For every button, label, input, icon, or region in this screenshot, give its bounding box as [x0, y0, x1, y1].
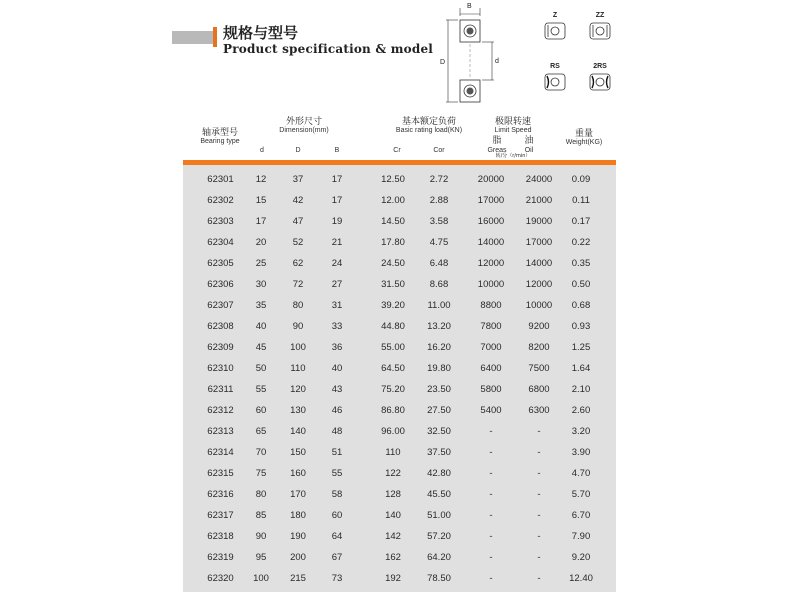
cell-B: 46 — [331, 405, 343, 416]
cell-oil: 8200 — [528, 342, 550, 353]
cell-grease: 14000 — [477, 237, 505, 248]
page-title-cn: 规格与型号 — [223, 24, 299, 42]
cell-grease: 17000 — [477, 195, 505, 206]
cell-cor: 11.00 — [427, 300, 451, 311]
cell-weight: 12.40 — [569, 573, 593, 584]
cell-d: 40 — [255, 321, 267, 332]
cell-grease: - — [489, 426, 493, 437]
cell-cr: 122 — [385, 468, 401, 479]
table-row — [183, 337, 616, 358]
table-row — [183, 568, 616, 589]
cell-grease: 16000 — [477, 216, 505, 227]
bearing-section-diagram — [430, 4, 510, 108]
cell-cor: 8.68 — [429, 279, 449, 290]
cell-grease: 7800 — [480, 321, 502, 332]
cell-cr: 17.80 — [381, 237, 405, 248]
table-row — [183, 484, 616, 505]
cell-d: 20 — [255, 237, 267, 248]
cell-D: 100 — [290, 342, 306, 353]
seal-zz-icon — [589, 22, 611, 40]
cell-type: 62302 — [207, 195, 234, 206]
seal-z-icon — [544, 22, 566, 40]
cell-d: 65 — [255, 426, 267, 437]
cell-cr: 140 — [385, 510, 401, 521]
cell-weight: 1.64 — [571, 363, 591, 374]
cell-oil: 14000 — [525, 258, 553, 269]
cell-B: 73 — [331, 573, 343, 584]
cell-type: 62311 — [207, 384, 234, 395]
cell-D: 170 — [290, 489, 306, 500]
cell-weight: 0.11 — [572, 195, 590, 206]
table-row — [183, 316, 616, 337]
cell-grease: 12000 — [477, 258, 505, 269]
cell-D: 80 — [292, 300, 304, 311]
cell-D: 180 — [290, 510, 306, 521]
cell-grease: - — [489, 468, 493, 479]
cell-cor: 6.48 — [429, 258, 449, 269]
col-basic-load: 基本额定负荷 Basic rating load(KN) — [395, 117, 463, 135]
cell-cor: 37.50 — [427, 447, 451, 458]
page-title-en: Product specification & model — [223, 42, 434, 56]
table-row — [183, 169, 616, 190]
cell-B: 21 — [331, 237, 343, 248]
cell-B: 31 — [331, 300, 343, 311]
dim-label-D: D — [440, 59, 446, 66]
col-oil-en: Oil — [524, 147, 534, 154]
cell-D: 110 — [290, 363, 306, 374]
cell-type: 62308 — [207, 321, 234, 332]
cell-weight: 0.22 — [571, 237, 591, 248]
seal-2rs-icon — [589, 73, 611, 91]
cell-type: 62314 — [207, 447, 234, 458]
col-weight: 重量 Weight(KG) — [565, 129, 603, 147]
cell-cr: 128 — [385, 489, 401, 500]
cell-type: 62304 — [207, 237, 234, 248]
col-d: d — [260, 147, 264, 154]
cell-D: 72 — [292, 279, 304, 290]
cell-weight: 6.70 — [571, 510, 591, 521]
cell-cor: 23.50 — [427, 384, 451, 395]
cell-grease: - — [489, 489, 493, 500]
cell-grease: 6400 — [480, 363, 502, 374]
cell-oil: 19000 — [525, 216, 553, 227]
cell-type: 62320 — [207, 573, 234, 584]
cell-B: 19 — [331, 216, 343, 227]
cell-cr: 96.00 — [381, 426, 405, 437]
cell-B: 17 — [331, 195, 343, 206]
cell-oil: 6300 — [528, 405, 550, 416]
cell-oil: 10000 — [525, 300, 553, 311]
table-row — [183, 442, 616, 463]
cell-cr: 12.50 — [381, 174, 405, 185]
cell-cr: 44.80 — [381, 321, 405, 332]
cell-d: 60 — [255, 405, 267, 416]
cell-cr: 64.50 — [381, 363, 405, 374]
cell-weight: 0.35 — [571, 258, 591, 269]
cell-D: 62 — [292, 258, 304, 269]
cell-weight: 5.70 — [571, 489, 591, 500]
cell-grease: 10000 — [477, 279, 505, 290]
cell-cor: 2.72 — [429, 174, 449, 185]
cell-weight: 4.70 — [571, 468, 591, 479]
cell-type: 62310 — [207, 363, 234, 374]
cell-B: 60 — [331, 510, 343, 521]
cell-weight: 2.10 — [571, 384, 591, 395]
cell-weight: 3.90 — [571, 447, 591, 458]
cell-cr: 75.20 — [381, 384, 405, 395]
table-row — [183, 253, 616, 274]
cell-cr: 142 — [385, 531, 401, 542]
cell-cr: 39.20 — [381, 300, 405, 311]
cell-D: 52 — [292, 237, 304, 248]
cell-d: 50 — [255, 363, 267, 374]
bearing-section-drawing — [430, 4, 510, 108]
cell-weight: 0.09 — [571, 174, 591, 185]
cell-D: 160 — [290, 468, 306, 479]
table-row — [183, 547, 616, 568]
cell-d: 45 — [255, 342, 267, 353]
cell-B: 24 — [331, 258, 343, 269]
cell-weight: 0.50 — [571, 279, 591, 290]
cell-d: 30 — [255, 279, 267, 290]
cell-type: 62306 — [207, 279, 234, 290]
cell-cr: 86.80 — [381, 405, 405, 416]
cell-d: 75 — [255, 468, 267, 479]
col-oil-cn: 油 — [524, 136, 534, 146]
cell-cr: 110 — [385, 447, 401, 458]
cell-grease: 8800 — [480, 300, 502, 311]
cell-B: 51 — [331, 447, 343, 458]
cell-cor: 42.80 — [427, 468, 451, 479]
cell-cor: 4.75 — [429, 237, 449, 248]
cell-grease: - — [489, 552, 493, 563]
table-row — [183, 274, 616, 295]
cell-type: 62301 — [207, 174, 234, 185]
cell-cor: 32.50 — [427, 426, 451, 437]
seal-type-z: Z — [537, 12, 573, 40]
table-row — [183, 421, 616, 442]
cell-d: 90 — [255, 531, 267, 542]
cell-d: 15 — [255, 195, 267, 206]
cell-cr: 12.00 — [381, 195, 405, 206]
cell-weight: 3.20 — [571, 426, 591, 437]
cell-d: 12 — [255, 174, 267, 185]
cell-d: 100 — [253, 573, 269, 584]
cell-B: 40 — [331, 363, 343, 374]
cell-B: 64 — [331, 531, 343, 542]
cell-B: 36 — [331, 342, 343, 353]
cell-type: 62315 — [207, 468, 234, 479]
cell-cor: 51.00 — [427, 510, 451, 521]
cell-d: 95 — [255, 552, 267, 563]
cell-weight: 1.25 — [571, 342, 591, 353]
cell-d: 35 — [255, 300, 267, 311]
cell-weight: 2.60 — [571, 405, 591, 416]
table-row — [183, 295, 616, 316]
cell-B: 27 — [331, 279, 343, 290]
cell-cor: 78.50 — [427, 573, 451, 584]
table-row — [183, 232, 616, 253]
cell-D: 140 — [290, 426, 306, 437]
cell-cor: 3.58 — [429, 216, 449, 227]
col-grease-en: Greas — [487, 147, 507, 154]
cell-oil: 9200 — [528, 321, 550, 332]
cell-cr: 55.00 — [381, 342, 405, 353]
cell-cr: 192 — [385, 573, 401, 584]
table-row — [183, 505, 616, 526]
cell-cor: 16.20 — [427, 342, 451, 353]
cell-type: 62317 — [207, 510, 234, 521]
cell-type: 62307 — [207, 300, 234, 311]
cell-B: 67 — [331, 552, 343, 563]
cell-oil: - — [537, 552, 541, 563]
cell-cor: 2.88 — [429, 195, 449, 206]
cell-oil: - — [537, 447, 541, 458]
col-cr: Cr — [393, 147, 401, 154]
cell-cor: 57.20 — [427, 531, 451, 542]
cell-B: 43 — [331, 384, 343, 395]
table-header — [183, 112, 616, 164]
col-B: B — [334, 147, 340, 154]
cell-oil: - — [537, 573, 541, 584]
cell-D: 215 — [290, 573, 306, 584]
cell-grease: - — [489, 573, 493, 584]
cell-cor: 19.80 — [427, 363, 451, 374]
cell-d: 25 — [255, 258, 267, 269]
cell-d: 85 — [255, 510, 267, 521]
cell-cor: 27.50 — [427, 405, 451, 416]
seal-type-rs: RS — [537, 63, 573, 91]
header-orange-accent — [213, 27, 217, 47]
cell-d: 17 — [255, 216, 267, 227]
cell-type: 62319 — [207, 552, 234, 563]
cell-oil: 12000 — [525, 279, 553, 290]
col-limit-speed: 极限转速 Limit Speed — [494, 117, 532, 135]
col-dimension: 外形尺寸 Dimension(mm) — [279, 117, 329, 135]
cell-type: 62318 — [207, 531, 234, 542]
cell-grease: 7000 — [480, 342, 502, 353]
dim-label-d: d — [495, 58, 499, 65]
cell-d: 55 — [255, 384, 267, 395]
table-row — [183, 379, 616, 400]
cell-B: 48 — [331, 426, 343, 437]
seal-rs-icon — [544, 73, 566, 91]
cell-grease: 5800 — [480, 384, 502, 395]
cell-weight: 0.17 — [571, 216, 591, 227]
cell-oil: 7500 — [528, 363, 550, 374]
cell-D: 90 — [292, 321, 304, 332]
table-row — [183, 463, 616, 484]
cell-grease: - — [489, 447, 493, 458]
cell-D: 130 — [290, 405, 306, 416]
cell-grease: - — [489, 531, 493, 542]
cell-oil: - — [537, 468, 541, 479]
cell-d: 80 — [255, 489, 267, 500]
cell-type: 62303 — [207, 216, 234, 227]
seal-type-zz: ZZ — [582, 12, 618, 40]
cell-oil: - — [537, 531, 541, 542]
cell-D: 200 — [290, 552, 306, 563]
dim-label-B: B — [467, 3, 472, 10]
cell-type: 62316 — [207, 489, 234, 500]
cell-B: 58 — [331, 489, 343, 500]
cell-oil: 6800 — [528, 384, 550, 395]
cell-D: 47 — [292, 216, 304, 227]
cell-cor: 13.20 — [427, 321, 451, 332]
cell-B: 55 — [331, 468, 343, 479]
cell-B: 33 — [331, 321, 343, 332]
col-D: D — [295, 147, 301, 154]
cell-oil: - — [537, 489, 541, 500]
header-gray-bar — [172, 31, 213, 44]
cell-grease: 5400 — [480, 405, 502, 416]
cell-grease: 20000 — [477, 174, 505, 185]
cell-type: 62313 — [207, 426, 234, 437]
cell-cr: 24.50 — [381, 258, 405, 269]
cell-cr: 162 — [385, 552, 401, 563]
cell-d: 70 — [255, 447, 267, 458]
table-row — [183, 211, 616, 232]
cell-weight: 0.68 — [571, 300, 591, 311]
cell-oil: - — [537, 426, 541, 437]
speed-unit: 转/分（r/min） — [495, 153, 531, 159]
table-row — [183, 526, 616, 547]
seal-type-2rs: 2RS — [582, 63, 618, 91]
cell-cr: 31.50 — [381, 279, 405, 290]
col-cor: Cor — [433, 147, 445, 154]
cell-D: 150 — [290, 447, 306, 458]
cell-B: 17 — [331, 174, 343, 185]
cell-cor: 64.20 — [427, 552, 451, 563]
cell-weight: 7.90 — [571, 531, 591, 542]
cell-grease: - — [489, 510, 493, 521]
cell-type: 62309 — [207, 342, 234, 353]
cell-type: 62305 — [207, 258, 234, 269]
table-row — [183, 190, 616, 211]
cell-D: 37 — [292, 174, 304, 185]
cell-oil: 24000 — [525, 174, 553, 185]
cell-oil: 21000 — [525, 195, 553, 206]
table-row — [183, 358, 616, 379]
cell-weight: 0.93 — [571, 321, 591, 332]
cell-cr: 14.50 — [381, 216, 405, 227]
col-grease-cn: 脂 — [492, 136, 502, 146]
cell-oil: - — [537, 510, 541, 521]
cell-oil: 17000 — [525, 237, 553, 248]
cell-weight: 9.20 — [571, 552, 591, 563]
cell-D: 42 — [292, 195, 304, 206]
cell-type: 62312 — [207, 405, 234, 416]
table-row — [183, 400, 616, 421]
cell-D: 120 — [290, 384, 306, 395]
cell-cor: 45.50 — [427, 489, 451, 500]
spec-table-body — [183, 165, 616, 592]
cell-D: 190 — [290, 531, 306, 542]
col-bearing-type: 轴承型号 Bearing type — [200, 128, 240, 146]
